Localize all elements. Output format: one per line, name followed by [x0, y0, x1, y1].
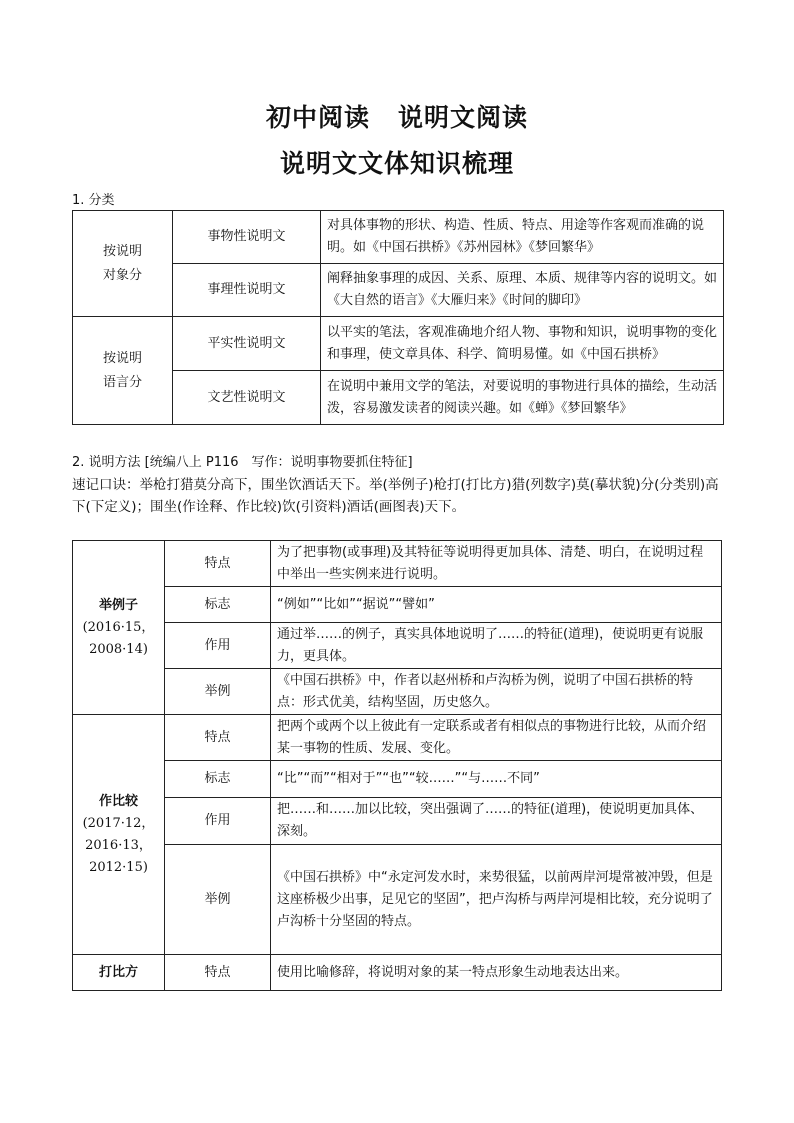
method-years: 2012·15)	[89, 859, 148, 875]
row-content: 使用比喻修辞，将说明对象的某一特点形象生动地表达出来。	[271, 955, 722, 991]
method-years: 2008·14)	[89, 641, 148, 657]
table-row	[73, 798, 722, 845]
desc-cell: 以平实的笔法，客观准确地介绍人物、事物和知识，说明事物的变化和事理，使文章具体、科学、简明易懂。如《中国石拱桥》	[321, 317, 724, 371]
methods-table	[72, 540, 722, 991]
row-content: 《中国石拱桥》中“永定河发水时，来势很猛，以前两岸河堤常被冲毁，但是这座桥极少出事，足见它的坚固”，把卢沟桥与两岸河堤相比较，充分说明了卢沟桥十分坚固的特点。	[271, 845, 722, 955]
row-content: “比”“而”“相对于”“也”“较……”“与……不同”	[271, 761, 722, 798]
title-part2: 说明文阅读	[398, 103, 529, 132]
table-row	[73, 845, 722, 955]
table-row	[73, 587, 722, 623]
row-label: 作用	[165, 623, 271, 669]
table-row	[73, 623, 722, 669]
table-row	[73, 211, 724, 264]
row-content: 《中国石拱桥》中，作者以赵州桥和卢沟桥为例，说明了中国石拱桥的特点：形式优美，结构坚固，历史悠久。	[271, 669, 722, 715]
row-content: “例如”“比如”“据说”“譬如”	[271, 587, 722, 623]
section1-heading: 1. 分类	[72, 193, 115, 208]
type-cell: 事物性说明文	[173, 211, 321, 264]
table-row	[73, 955, 722, 991]
row-label: 特点	[165, 955, 271, 991]
method-years: 2016·13，	[85, 837, 152, 853]
row-label: 特点	[165, 541, 271, 587]
row-label: 作用	[165, 798, 271, 845]
method-cell-compare	[73, 715, 165, 955]
method-cell-example	[73, 541, 165, 715]
classification-table	[72, 210, 724, 425]
page-title	[0, 98, 794, 134]
desc-cell: 在说明中兼用文学的笔法，对要说明的事物进行具体的描绘，生动活泼，容易激发读者的阅读兴趣。如《蝉》《梦回繁华》	[321, 371, 724, 425]
table-row	[73, 669, 722, 715]
method-years: (2016·15，	[82, 619, 155, 635]
row-label: 特点	[165, 715, 271, 761]
category-cell: 按说明 对象分	[73, 211, 173, 317]
method-name: 打比方	[98, 964, 138, 980]
type-cell: 文艺性说明文	[173, 371, 321, 425]
method-name: 作比较	[98, 793, 138, 809]
table-row	[73, 541, 722, 587]
row-label: 标志	[165, 761, 271, 798]
row-label: 举例	[165, 669, 271, 715]
row-label: 标志	[165, 587, 271, 623]
row-content: 通过举……的例子，真实具体地说明了……的特征(道理)，使说明更有说服力，更具体。	[271, 623, 722, 669]
table-row	[73, 715, 722, 761]
section2-heading: 2. 说明方法 [统编八上 P116 写作：说明事物要抓住特征]	[72, 455, 413, 470]
title-part1: 初中阅读	[265, 103, 370, 132]
page-subtitle: 说明文文体知识梳理	[279, 149, 514, 178]
type-cell: 事理性说明文	[173, 264, 321, 317]
table-row	[73, 761, 722, 798]
category-cell: 按说明 语言分	[73, 317, 173, 425]
row-content: 为了把事物(或事理)及其特征等说明得更加具体、清楚、明白，在说明过程中举出一些实例来进行说明。	[271, 541, 722, 587]
mnemonic-text: 速记口诀：举枪打猎莫分高下，围坐饮酒话天下。举(举例子)枪打(打比方)猎(列数字)莫(摹状貌)分(分类别)高下(下定义)；围坐(作诠释、作比较)饮(引资料)酒话(画图表)天下。	[72, 477, 719, 515]
method-cell-metaphor	[73, 955, 165, 991]
row-label: 举例	[165, 845, 271, 955]
method-years: (2017·12，	[82, 815, 155, 831]
table-row	[73, 317, 724, 371]
method-name: 举例子	[98, 597, 138, 613]
row-content: 把两个或两个以上彼此有一定联系或者有相似点的事物进行比较，从而介绍某一事物的性质、发展、变化。	[271, 715, 722, 761]
type-cell: 平实性说明文	[173, 317, 321, 371]
desc-cell: 阐释抽象事理的成因、关系、原理、本质、规律等内容的说明文。如《大自然的语言》《大雁归来》《时间的脚印》	[321, 264, 724, 317]
desc-cell: 对具体事物的形状、构造、性质、特点、用途等作客观而准确的说明。如《中国石拱桥》《苏州园林》《梦回繁华》	[321, 211, 724, 264]
row-content: 把……和……加以比较，突出强调了……的特征(道理)，使说明更加具体、深刻。	[271, 798, 722, 845]
